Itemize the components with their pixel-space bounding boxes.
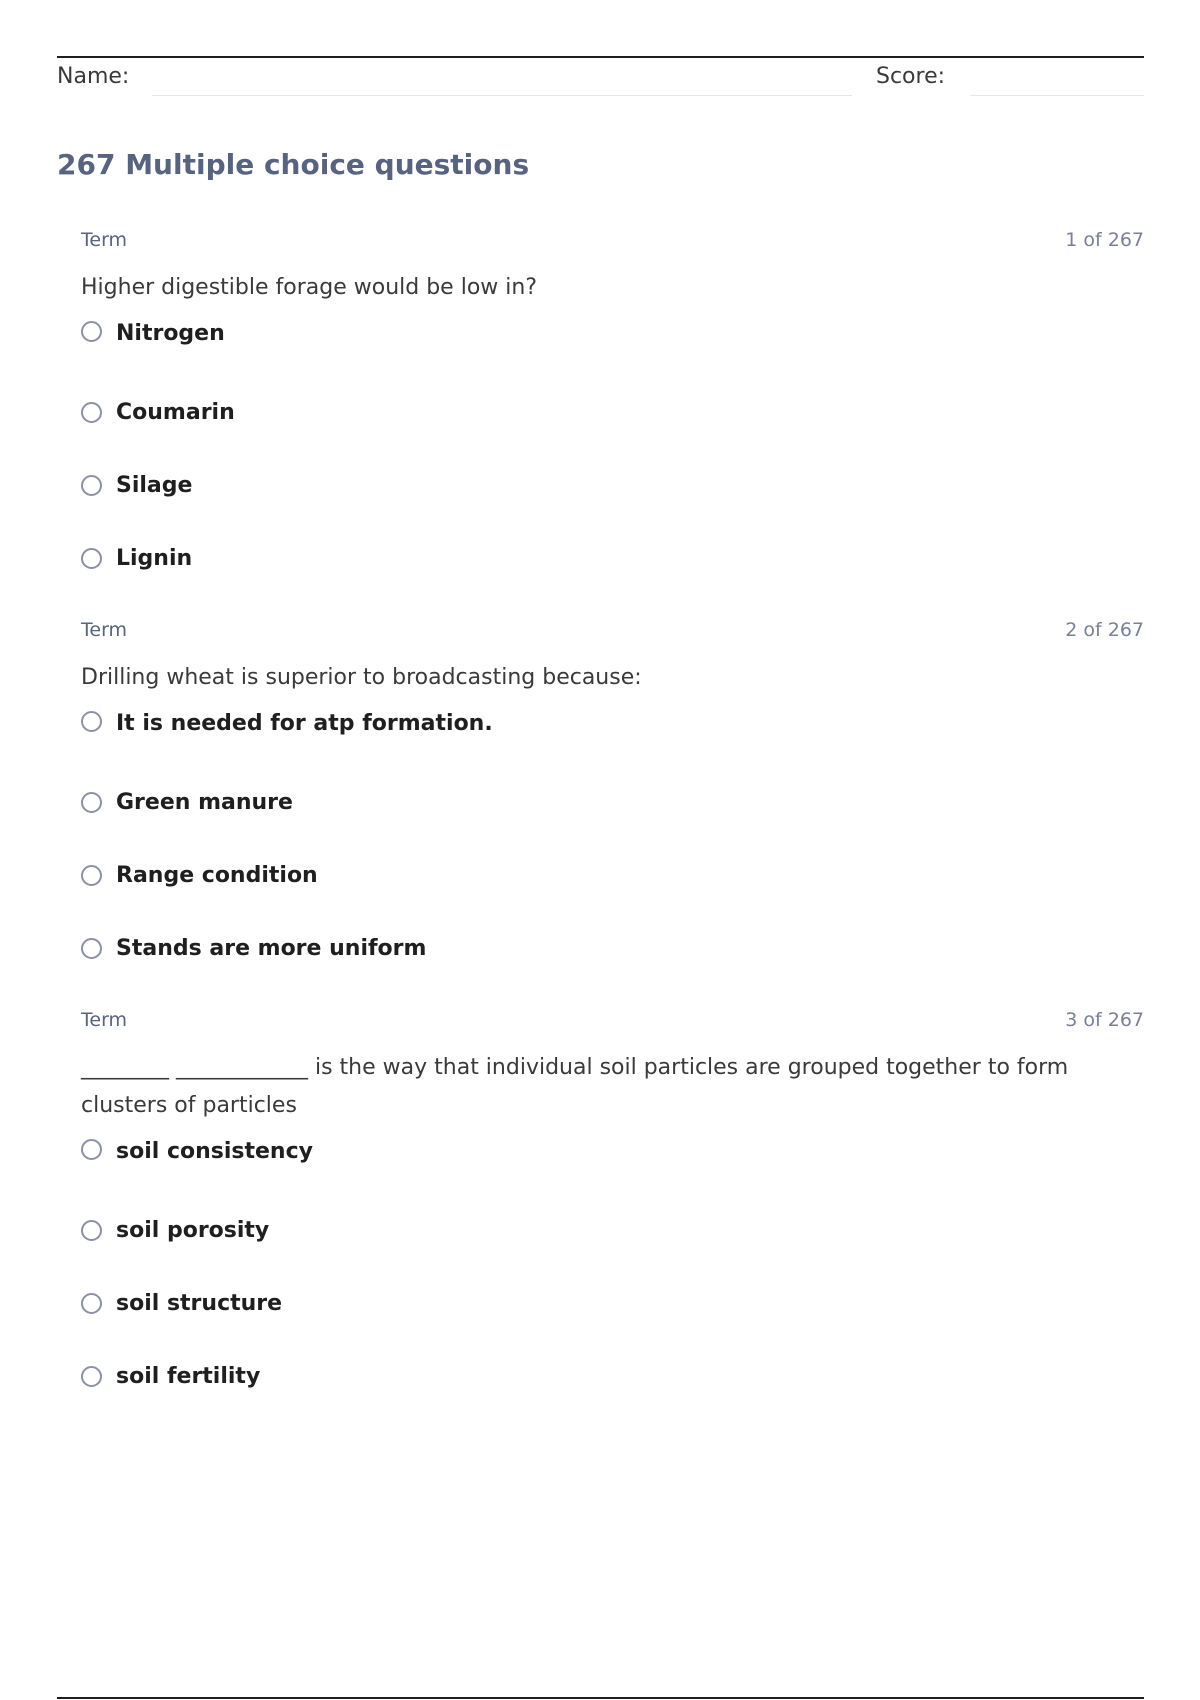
radio-button-icon[interactable] xyxy=(81,1366,102,1387)
answer-option[interactable] xyxy=(81,1139,1144,1194)
question-prompt: Higher digestible forage would be low in? xyxy=(81,275,537,300)
answer-option-label: soil structure xyxy=(116,1291,283,1316)
score-field-line[interactable] xyxy=(970,95,1144,96)
answer-option[interactable] xyxy=(81,1267,1144,1340)
radio-button-icon[interactable] xyxy=(81,938,102,959)
answer-option-label: Green manure xyxy=(116,790,293,815)
score-label: Score: xyxy=(876,64,946,89)
answer-option-label: soil consistency xyxy=(116,1139,313,1164)
name-label: Name: xyxy=(57,64,130,89)
question-header xyxy=(81,1009,1144,1035)
top-divider xyxy=(57,56,1144,58)
question-counter: 1 of 267 xyxy=(1065,229,1144,251)
radio-button-icon[interactable] xyxy=(81,711,102,732)
answer-option[interactable] xyxy=(81,321,1144,376)
answer-option-label: soil fertility xyxy=(116,1364,261,1389)
radio-button-icon[interactable] xyxy=(81,548,102,569)
answer-option-label: It is needed for atp formation. xyxy=(116,711,493,736)
answer-option-label: Stands are more uniform xyxy=(116,936,427,961)
question-prompt: Drilling wheat is superior to broadcasting because: xyxy=(81,665,642,690)
answer-options xyxy=(81,711,1144,985)
answer-option[interactable] xyxy=(81,376,1144,449)
question-counter: 2 of 267 xyxy=(1065,619,1144,641)
answer-option[interactable] xyxy=(81,522,1144,595)
radio-button-icon[interactable] xyxy=(81,1293,102,1314)
answer-option[interactable] xyxy=(81,766,1144,839)
answer-option-label: soil porosity xyxy=(116,1218,270,1243)
question-2 xyxy=(81,619,1144,985)
radio-button-icon[interactable] xyxy=(81,402,102,423)
answer-option-label: Nitrogen xyxy=(116,321,225,346)
question-header xyxy=(81,619,1144,645)
answer-option[interactable] xyxy=(81,1340,1144,1413)
question-counter: 3 of 267 xyxy=(1065,1009,1144,1031)
radio-button-icon[interactable] xyxy=(81,321,102,342)
answer-options xyxy=(81,1139,1144,1413)
bottom-divider xyxy=(57,1697,1144,1699)
name-field-line[interactable] xyxy=(152,95,852,96)
answer-option-label: Lignin xyxy=(116,546,193,571)
section-title: 267 Multiple choice questions xyxy=(57,148,530,181)
radio-button-icon[interactable] xyxy=(81,1139,102,1160)
radio-button-icon[interactable] xyxy=(81,1220,102,1241)
question-prompt: ________ ____________ is the way that individual soil particles are grouped together to form clusters of particles xyxy=(81,1055,1069,1118)
answer-option-label: Range condition xyxy=(116,863,318,888)
radio-button-icon[interactable] xyxy=(81,792,102,813)
answer-options xyxy=(81,321,1144,595)
question-3 xyxy=(81,1009,1144,1413)
radio-button-icon[interactable] xyxy=(81,865,102,886)
worksheet-header xyxy=(57,60,1144,100)
question-header xyxy=(81,229,1144,255)
term-label: Term xyxy=(81,619,128,641)
answer-option-label: Silage xyxy=(116,473,193,498)
answer-option-label: Coumarin xyxy=(116,400,235,425)
question-1 xyxy=(81,229,1144,595)
answer-option[interactable] xyxy=(81,449,1144,522)
radio-button-icon[interactable] xyxy=(81,475,102,496)
term-label: Term xyxy=(81,1009,128,1031)
answer-option[interactable] xyxy=(81,711,1144,766)
answer-option[interactable] xyxy=(81,1194,1144,1267)
answer-option[interactable] xyxy=(81,839,1144,912)
term-label: Term xyxy=(81,229,128,251)
answer-option[interactable] xyxy=(81,912,1144,985)
